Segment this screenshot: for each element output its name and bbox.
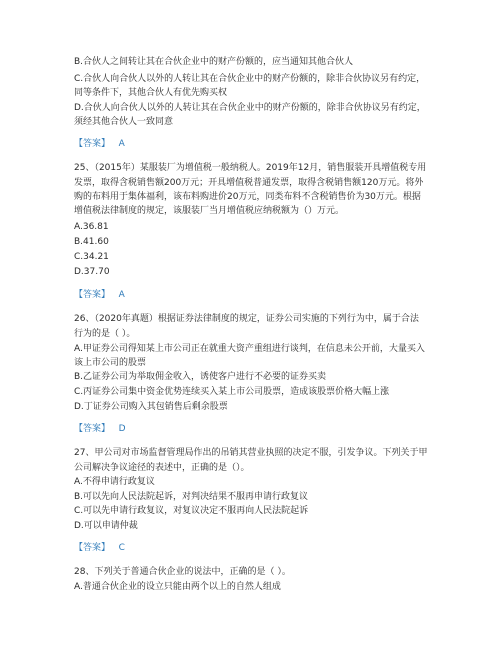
q26-stem-line: 26、（2020年真题）根据证券法律制度的规定，证券公司实施的下列行为中，属于合法	[74, 314, 419, 324]
answer-line	[74, 542, 125, 554]
option-c-continued: 同等条件下，其他合伙人有优先购买权	[74, 88, 228, 98]
option-c: C.合伙人向合伙人以外的人转让其在合伙企业中的财产份额的，除非合伙协议另有约定，	[74, 74, 426, 84]
q27-option-c: C.可以先申请行政复议，对复议决定不服再向人民法院起诉	[74, 506, 309, 516]
option-b: B.合伙人之间转让其在合伙企业中的财产份额的，应当通知其他合伙人	[74, 57, 354, 67]
answer-line	[74, 423, 126, 435]
answer-label: 【答案】	[74, 543, 111, 553]
q26-option-a-continued: 该上市公司的股票	[74, 358, 147, 368]
q28-option-a: A.普通合伙企业的设立只能由两个以上的自然人组成	[74, 582, 281, 592]
answer-label: 【答案】	[74, 139, 111, 149]
q26-stem-line: 行为的是（ ）。	[74, 329, 136, 339]
q26-option-d: D.丁证券公司购入其包销售后剩余股票	[74, 402, 228, 412]
q27-option-a: A.不得申请行政复议	[74, 477, 155, 487]
q28-stem-line: 28、下列关于普通合伙企业的说法中，正确的是（ ）。	[74, 567, 291, 577]
answer-label: 【答案】	[74, 424, 111, 434]
answer-value: A	[118, 139, 125, 149]
q25-option-a: A.36.81	[74, 222, 109, 232]
answer-value: A	[118, 290, 125, 300]
q27-stem-line: 27、甲公司对市场监督管理局作出的吊销其营业执照的决定不服，引发争议。下列关于甲	[74, 448, 428, 458]
q26-option-b: B.乙证券公司为举取佣金收入，诱使客户进行不必要的证券买卖	[74, 372, 327, 382]
q25-option-b: B.41.60	[74, 237, 109, 247]
answer-value: C	[118, 543, 125, 553]
q25-stem-line: 25、（2015年）某服装厂为增值税一般纳税人。2019年12月，销售服装开具增值税专用	[74, 163, 427, 173]
q27-option-d: D.可以申请仲裁	[74, 521, 138, 531]
q25-option-d: D.37.70	[74, 267, 110, 277]
option-d-continued: 须经其他合伙人一致同意	[74, 117, 174, 127]
q27-option-b: B.可以先向人民法院起诉，对判决结果不服再申请行政复议	[74, 492, 309, 502]
q25-stem-line: 发票，取得含税销售额200万元；开具增值税普通发票，取得含税销售额120万元。将外	[74, 178, 424, 188]
q26-option-a: A.甲证券公司得知某上市公司正在就重大资产重组进行谈判，在信息未公开前，大量买入	[74, 344, 425, 354]
q25-option-c: C.34.21	[74, 252, 109, 262]
answer-value: D	[118, 424, 126, 434]
q26-option-c: C.丙证券公司集中资金优势连续买入某上市公司股票，造成该股票价格大幅上涨	[74, 387, 390, 397]
q27-stem-line: 公司解决争议途径的表述中，正确的是（）。	[74, 463, 250, 473]
q25-stem-line: 增值税法律制度的规定，该服装厂当月增值税应纳税额为（）万元。	[74, 206, 345, 216]
option-d: D.合伙人向合伙人以外的人转让其在合伙企业中的财产份额的，除非合伙协议另有约定，	[74, 103, 426, 113]
q25-stem-line: 购的布料用于集体福利，该布料购进价20万元，同类布料不含税销售价为30万元。根据	[74, 192, 421, 202]
answer-line	[74, 289, 125, 301]
answer-label: 【答案】	[74, 290, 111, 300]
answer-line	[74, 138, 125, 150]
